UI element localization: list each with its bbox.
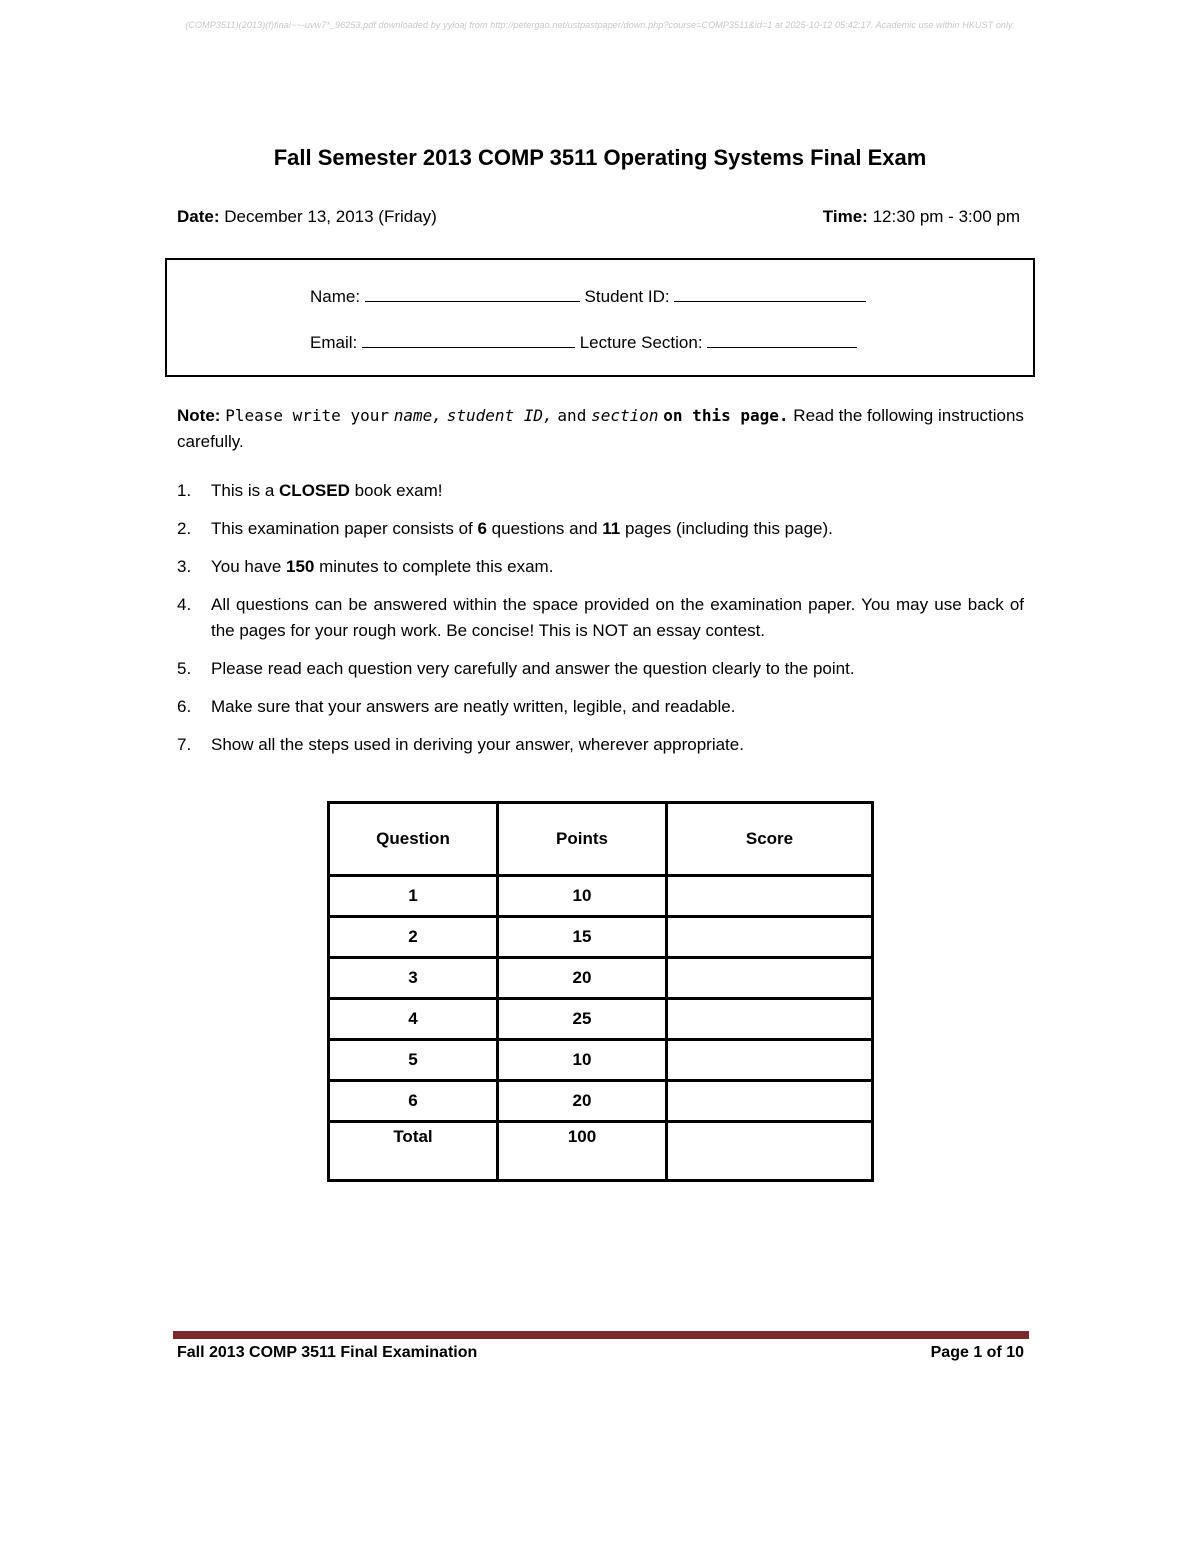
instruction-item: [177, 554, 1024, 580]
note-name: name,: [393, 406, 442, 425]
instruction-bold: 11: [602, 519, 621, 538]
student-id-blank[interactable]: [674, 287, 866, 302]
question-cell: 6: [329, 1081, 498, 1122]
instruction-item: [177, 478, 1024, 504]
instruction-number: 5.: [177, 659, 192, 678]
score-cell[interactable]: [667, 1040, 873, 1081]
instruction-bold: 150: [286, 557, 315, 576]
header-points: Points: [498, 803, 667, 876]
score-cell[interactable]: [667, 958, 873, 999]
instruction-item: [177, 516, 1024, 542]
question-cell: 1: [329, 876, 498, 917]
lecture-section-label: Lecture Section:: [579, 333, 703, 352]
note-text: Please write your: [225, 406, 390, 425]
lecture-section-blank[interactable]: [707, 333, 857, 348]
points-cell: 10: [498, 876, 667, 917]
total-row: [329, 1122, 873, 1181]
instruction-item: [177, 592, 1024, 644]
points-cell: 25: [498, 999, 667, 1040]
instruction-text: You have: [211, 557, 286, 576]
instruction-text: minutes to complete this exam.: [314, 557, 554, 576]
student-id-label: Student ID:: [584, 287, 670, 306]
score-cell[interactable]: [667, 999, 873, 1040]
total-points-cell: 100: [498, 1122, 667, 1181]
instruction-bold: 6: [477, 519, 487, 538]
instruction-number: 7.: [177, 735, 192, 754]
note-section: section: [591, 406, 659, 425]
instructions-list: [177, 478, 1024, 770]
instruction-item: [177, 656, 1024, 682]
date-value: December 13, 2013 (Friday): [224, 207, 437, 226]
instruction-number: 4.: [177, 595, 192, 614]
score-cell[interactable]: [667, 876, 873, 917]
table-row: [329, 1040, 873, 1081]
note-student-id: student ID,: [446, 406, 553, 425]
instruction-bold: CLOSED: [279, 481, 350, 500]
score-cell[interactable]: [667, 917, 873, 958]
note-rest: Read the following instructions carefully.: [177, 406, 1024, 451]
question-cell: 5: [329, 1040, 498, 1081]
table-header-row: [329, 803, 873, 876]
score-table: [327, 801, 874, 1182]
instruction-text: pages (including this page).: [620, 519, 833, 538]
note-label: Note:: [177, 406, 221, 425]
note-on-page: on this page.: [663, 406, 789, 425]
table-row: [329, 958, 873, 999]
points-cell: 15: [498, 917, 667, 958]
points-cell: 20: [498, 1081, 667, 1122]
exam-date: [177, 207, 437, 227]
instruction-text: book exam!: [349, 481, 443, 500]
points-cell: 20: [498, 958, 667, 999]
name-label: Name:: [310, 287, 361, 306]
email-blank[interactable]: [362, 333, 575, 348]
instruction-text: All questions can be answered within the space provided on the examination paper. You may use back of the pages for your rough work. Be concise! This is NOT an essay contest.: [211, 595, 1024, 640]
question-cell: 2: [329, 917, 498, 958]
header-score: Score: [667, 803, 873, 876]
points-cell: 10: [498, 1040, 667, 1081]
total-score-cell[interactable]: [667, 1122, 873, 1181]
email-label: Email:: [310, 333, 358, 352]
info-row-2: [310, 333, 857, 353]
exam-title: Fall Semester 2013 COMP 3511 Operating Systems Final Exam: [273, 145, 927, 170]
footer-page-number: Page 1 of 10: [930, 1344, 1024, 1361]
note-paragraph: [177, 403, 1024, 455]
instruction-number: 1.: [177, 481, 192, 500]
instruction-text: Show all the steps used in deriving your answer, wherever appropriate.: [211, 735, 744, 754]
question-cell: 4: [329, 999, 498, 1040]
table-row: [329, 876, 873, 917]
footer-divider: [173, 1331, 1029, 1339]
instruction-item: [177, 694, 1024, 720]
header-question: Question: [329, 803, 498, 876]
instruction-text: Make sure that your answers are neatly written, legible, and readable.: [211, 697, 736, 716]
table-row: [329, 917, 873, 958]
name-blank[interactable]: [365, 287, 580, 302]
exam-time: [823, 207, 1020, 227]
info-row-1: [310, 287, 866, 307]
instruction-item: [177, 732, 1024, 758]
footer-exam-name: Fall 2013 COMP 3511 Final Examination: [177, 1344, 478, 1361]
note-and: and: [557, 406, 587, 425]
question-cell: 3: [329, 958, 498, 999]
date-label: Date:: [177, 207, 220, 226]
instruction-text: Please read each question very carefully and answer the question clearly to the point.: [211, 659, 855, 678]
instruction-number: 2.: [177, 519, 192, 538]
time-label: Time:: [822, 207, 868, 226]
table-row: [329, 1081, 873, 1122]
instruction-text: This is a: [211, 481, 280, 500]
total-label-cell: Total: [329, 1122, 498, 1181]
student-info-box: [165, 258, 1035, 377]
instruction-number: 3.: [177, 557, 192, 576]
instruction-number: 6.: [177, 697, 192, 716]
score-cell[interactable]: [667, 1081, 873, 1122]
time-value: 12:30 pm - 3:00 pm: [872, 207, 1020, 226]
instruction-text: questions and: [486, 519, 603, 538]
instruction-text: This examination paper consists of: [211, 519, 478, 538]
download-watermark: (COMP3511)(2013)(f)final~~-uvw7*_96253.pdf downloaded by yyloaj from http://petergao.net/ustpastpaper/down.php?course=COMP3511&id=1 at 2025-10-12 05:42:17. Academic use within HKUST only.: [185, 20, 1015, 30]
table-row: [329, 999, 873, 1040]
